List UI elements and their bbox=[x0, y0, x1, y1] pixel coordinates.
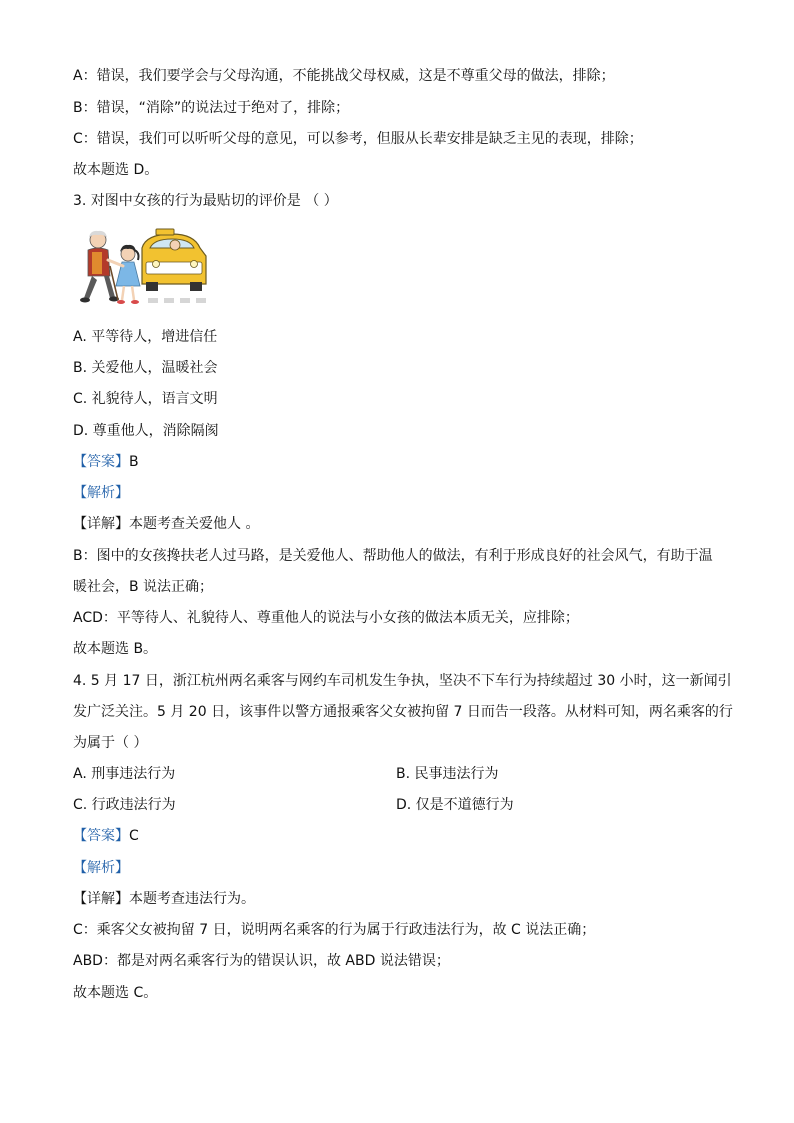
q3-option-c: C. 礼貌待人，语言文明 bbox=[73, 391, 218, 407]
girl-helping-elderly-illustration bbox=[76, 226, 216, 310]
detail-tag: 【详解】 bbox=[73, 891, 129, 907]
q3-explanation-b-line-1: B：图中的女孩搀扶老人过马路，是关爱他人、帮助他人的做法，有利于形成良好的社会风气，有助于温 bbox=[73, 548, 713, 564]
question-3-stem: 3. 对图中女孩的行为最贴切的评价是 （ ） bbox=[73, 193, 338, 209]
q3-answer bbox=[73, 452, 139, 472]
q4-explanation-c: C：乘客父女被拘留 7 日，说明两名乘客的行为属于行政违法行为，故 C 说法正确； bbox=[73, 922, 596, 938]
explanation-option-b: B：错误，“消除”的说法过于绝对了，排除； bbox=[73, 100, 350, 116]
question-4-stem-line-2: 发广泛关注。5 月 20 日，该事件以警方通报乘客父女被拘留 7 日而告一段落。从材料可知，两名乘客的行 bbox=[73, 704, 733, 720]
explanation-option-a: A：错误，我们要学会与父母沟通，不能挑战父母权威，这是不尊重父母的做法，排除； bbox=[73, 68, 615, 84]
q4-explanation-abd: ABD：都是对两名乘客行为的错误认识，故 ABD 说法错误； bbox=[73, 953, 450, 969]
answer-tag: 【答案】 bbox=[73, 828, 129, 844]
q3-option-d: D. 尊重他人，消除隔阂 bbox=[73, 423, 219, 439]
q4-option-a: A. 刑事违法行为 bbox=[73, 766, 176, 782]
detail-tag: 【详解】 bbox=[73, 516, 129, 532]
q4-answer bbox=[73, 826, 139, 846]
q3-explanation-acd: ACD：平等待人、礼貌待人、尊重他人的说法与小女孩的做法本质无关，应排除； bbox=[73, 610, 579, 626]
answer-value: B bbox=[129, 454, 139, 470]
q4-option-d: D. 仅是不道德行为 bbox=[396, 797, 514, 813]
q4-option-b: B. 民事违法行为 bbox=[396, 766, 499, 782]
conclusion-q4: 故本题选 C。 bbox=[73, 985, 158, 1001]
explanation-option-c: C：错误，我们可以听听父母的意见，可以参考，但服从长辈安排是缺乏主见的表现，排除； bbox=[73, 131, 643, 147]
analysis-tag: 【解析】 bbox=[73, 860, 129, 876]
answer-value: C bbox=[129, 828, 139, 844]
q4-detail bbox=[73, 889, 255, 909]
conclusion-q2: 故本题选 D。 bbox=[73, 162, 159, 178]
q4-option-c: C. 行政违法行为 bbox=[73, 797, 176, 813]
question-4-stem-line-1: 4. 5 月 17 日，浙江杭州两名乘客与网约车司机发生争执，坚决不下车行为持续超过 30 小时，这一新闻引 bbox=[73, 673, 732, 689]
question-4-stem-line-3: 为属于（ ） bbox=[73, 735, 148, 751]
q3-explanation-b-line-2: 暖社会，B 说法正确； bbox=[73, 579, 214, 595]
q3-option-a: A. 平等待人，增进信任 bbox=[73, 329, 218, 345]
q3-detail bbox=[73, 514, 259, 534]
q3-option-b: B. 关爱他人，温暖社会 bbox=[73, 360, 218, 376]
q3-analysis-heading bbox=[73, 483, 129, 503]
analysis-tag: 【解析】 bbox=[73, 485, 129, 501]
detail-text: 本题考查关爱他人 。 bbox=[129, 516, 260, 532]
answer-tag: 【答案】 bbox=[73, 454, 129, 470]
conclusion-q3: 故本题选 B。 bbox=[73, 641, 158, 657]
q4-analysis-heading bbox=[73, 858, 129, 878]
detail-text: 本题考查违法行为。 bbox=[129, 891, 255, 907]
